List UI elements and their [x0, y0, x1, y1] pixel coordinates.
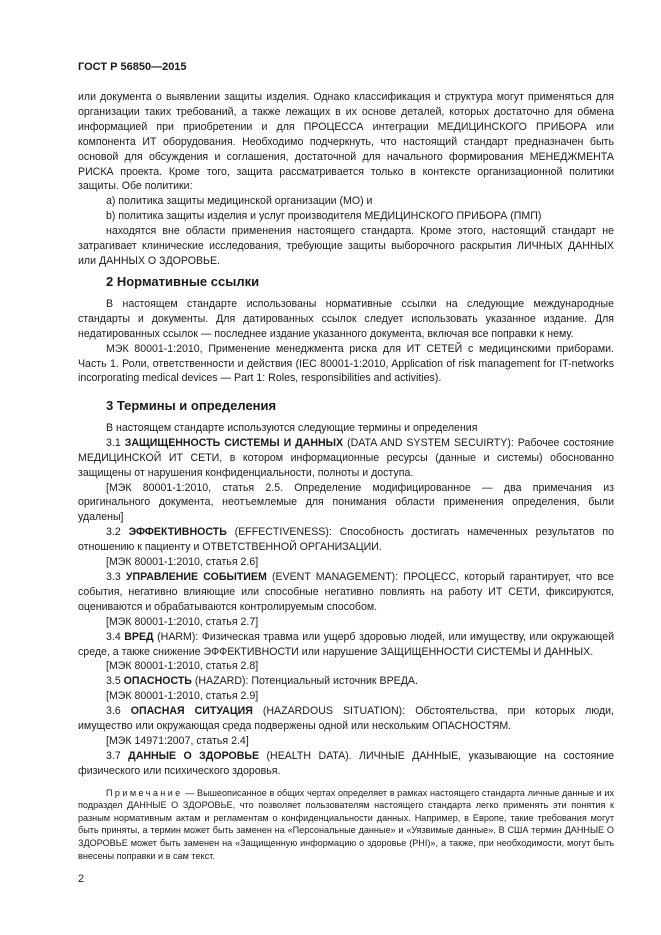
section-3-title: 3 Термины и определения [106, 398, 277, 413]
term-number: 3.2 [106, 526, 129, 539]
section-3 [78, 399, 614, 862]
term-definition [78, 674, 614, 689]
paragraph: В настоящем стандарте используются следующие термины и определения [106, 421, 478, 434]
term-reference: [МЭК 80001-1:2010, статья 2.5. Определение модифицированное — два примечания из оригинального документа, неотъемлемые для понимания области применения определения, были удалены] [78, 481, 614, 524]
term-number: 3.3 [106, 570, 126, 583]
term-definition [78, 436, 614, 481]
term-text: (EVENT MANAGEMENT): ПРОЦЕСС, который гарантирует, что все события, негативно влияющие или способные негативно повлиять на работу ИТ СЕТИ, фиксируются, оцениваются и обрабатываются контролируемым способом. [78, 570, 614, 613]
paragraph: МЭК 80001-1:2010, Применение менеджмента риска для ИТ СЕТЕЙ с медицинскими приборами. Часть 1. Роли, ответственности и действия (IEC 80001-1:2010, Application of risk management for IT-networks incorporating medical devices — Part 1: Roles, responsibilities and activities). [78, 342, 614, 385]
section-2-title: 2 Нормативные ссылки [106, 274, 260, 289]
term-number: 3.5 [106, 675, 124, 688]
term-definition [78, 630, 614, 660]
term-number: 3.1 [106, 436, 125, 449]
term-reference: [МЭК 80001-1:2010, статья 2.7] [106, 615, 259, 628]
term-name: УПРАВЛЕНИЕ СОБЫТИЕМ [125, 570, 267, 583]
term-definition [78, 749, 614, 779]
term-number: 3.4 [106, 630, 125, 643]
term-text: (DATA AND SYSTEM SECUIRTY): Рабочее состояние МЕДИЦИНСКОЙ ИТ СЕТИ, в котором информационные ресурсы (данные и системы) обоснованно защищены от нарушения конфиденциальности, полноты и доступа. [78, 436, 615, 479]
term-name: ОПАСНОСТЬ [123, 675, 192, 688]
term-text: (HAZARDOUS SITUATION): Обстоятельства, при которых люди, имущество или окружающая среда подвержены одной или нескольким ОПАСНОСТЯМ. [78, 705, 615, 733]
term-name: ЭФФЕКТИВНОСТЬ [128, 526, 227, 539]
list-item-a: а) политика защиты медицинской организации (МО) и [106, 195, 373, 208]
note-label: Примечание [106, 787, 183, 798]
term-reference: [МЭК 14971:2007, статья 2.4] [106, 734, 249, 747]
note-text: — Вышеописанное в общих чертах определяет в рамках настоящего стандарта личные данные и их подраздел ДАННЫЕ О ЗДОРОВЬЕ, что позволяет пользователям настоящего стандарта легко применять эти понятия к разным нормативным актам и регламентам о конфиденциальности данных. Например, в Европе, такие требования могут быть приняты, а термин может быть заменен на «Персональные данные» и «Уязвимые данные». В США термин ДАННЫЕ О ЗДОРОВЬЕ может быть заменен на «Защищенную информацию о здоровье (PHI)», а также, при необходимости, могут быть внесены поправки и в сам текст. [78, 787, 614, 861]
term-reference: [МЭК 80001-1:2010, статья 2.8] [106, 660, 259, 673]
paragraph: В настоящем стандарте использованы нормативные ссылки на следующие международные стандарты и документы. Для датированных ссылок следует использовать указанное издание. Для недатированных ссылок — последнее издание указанного документа, включая все поправки к нему. [78, 297, 614, 340]
intro-block [78, 90, 614, 269]
term-number: 3.6 [106, 705, 131, 718]
term-reference: [МЭК 80001-1:2010, статья 2.9] [106, 690, 259, 703]
term-number: 3.7 [106, 749, 129, 762]
term-definition [78, 570, 614, 615]
document-header: ГОСТ Р 56850—2015 [78, 61, 187, 73]
section-2 [78, 275, 614, 386]
list-item-b: b) политика защиты изделия и услуг производителя МЕДИЦИНСКОГО ПРИБОРА (ПМП) [106, 210, 542, 223]
term-name: ЗАЩИЩЕННОСТЬ СИСТЕМЫ И ДАННЫХ [124, 436, 344, 449]
term-text: (EFFECTIVENESS): Способность достигать намеченных результатов по отношению к пациенту и ОТВЕТСТВЕННОЙ ОРГАНИЗАЦИИ. [78, 526, 614, 554]
term-text: (HAZARD): Потенциальный источник ВРЕДА. [191, 675, 418, 688]
term-text: (HARM): Физическая травма или ущерб здоровью людей, или имуществу, или окружающей среде, а также снижение ЭФФЕКТИВНОСТИ или нарушение ЗАЩИЩЕННОСТИ СИСТЕМЫ И ДАННЫХ. [78, 630, 615, 658]
term-reference: [МЭК 80001-1:2010, статья 2.6] [106, 556, 259, 569]
term-definition [78, 704, 614, 734]
paragraph: находятся вне области применения настоящего стандарта. Кроме этого, настоящий стандарт не затрагивает клинические исследования, требующие защиты выборочного раскрытия ЛИЧНЫХ ДАННЫХ или ДАННЫХ О ЗДОРОВЬЕ. [78, 225, 614, 267]
term-name: ДАННЫЕ О ЗДОРОВЬЕ [128, 749, 260, 762]
paragraph: или документа о выявлении защиты изделия. Однако классификация и структура могут применяться для организации таких требований, а также лежащих в их основе деталей, которых достаточно для обмена информацией при приобретении и для ПРОЦЕССА интеграции МЕДИЦИНСКОГО ПРИБОРА или компонента ИТ оборудования. Необходимо подчеркнуть, что настоящий стандарт предназначен быть основой для обсуждения и соглашения, достаточной для начального формирования МЕНЕДЖМЕНТА РИСКА проекта. Кроме того, защита рассматривается только в контексте организационной политики защиты. Обе политики: [78, 91, 614, 193]
note [78, 787, 614, 863]
term-name: ОПАСНАЯ СИТУАЦИЯ [130, 705, 253, 718]
term-text: (HEALTH DATA). ЛИЧНЫЕ ДАННЫЕ, указывающие на состояние физического или психического здоровья. [78, 749, 615, 777]
term-definition [78, 525, 614, 555]
term-name: ВРЕД [124, 630, 154, 643]
page-number: 2 [78, 873, 85, 885]
